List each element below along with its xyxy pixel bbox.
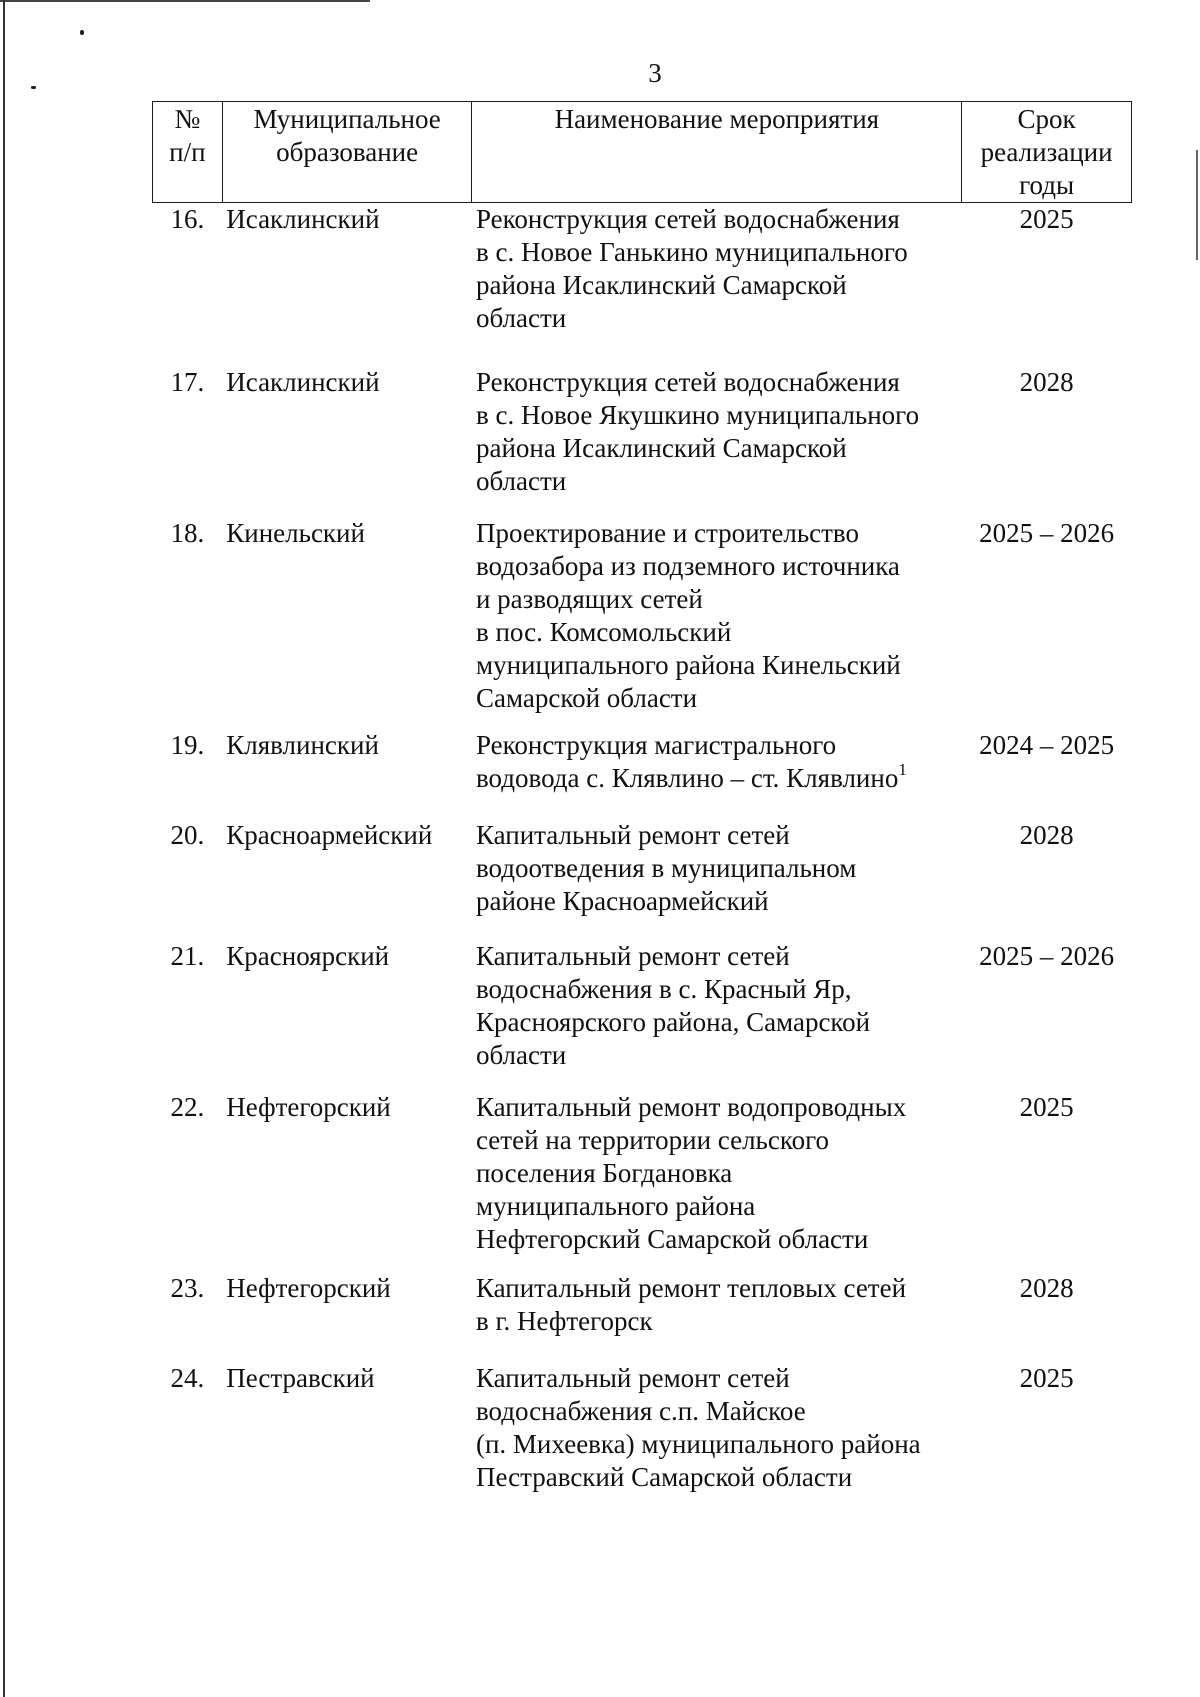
row-period: 2028: [1019, 1272, 1074, 1303]
measure-line: [476, 1006, 958, 1039]
table-row: [153, 366, 1132, 517]
table-row: [153, 517, 1132, 729]
header-num-line: п/п: [169, 137, 206, 167]
measure-line-text: в пос. Комсомольский: [475, 616, 732, 647]
measure-line-text: района Исаклинский Самарской: [475, 432, 847, 463]
measure-line: [476, 399, 958, 432]
measure-line: [476, 852, 958, 885]
measure-line: [476, 1272, 958, 1305]
row-number: 16.: [170, 204, 205, 234]
measure-line: [476, 269, 958, 302]
measure-line: [476, 583, 958, 616]
row-number: 17.: [170, 366, 205, 397]
measure-line: [476, 973, 958, 1006]
measure-line-text: водоснабжения в с. Красный Яр,: [475, 973, 852, 1004]
measure-line-text: области: [475, 1039, 567, 1070]
header-num: [153, 102, 223, 203]
row-period: 2025: [1019, 204, 1074, 234]
measure-line-text: Реконструкция магистрального: [475, 729, 837, 760]
header-row: [153, 102, 1132, 203]
footnote-marker: 1: [898, 759, 907, 779]
measure-line: [476, 236, 958, 269]
measure-line: [476, 1223, 958, 1256]
measure-line: [476, 729, 958, 762]
measure-line: [476, 1305, 958, 1338]
table-row: [153, 1091, 1132, 1272]
measure-line: [476, 885, 958, 918]
measure-line-text: Пестравский Самарской области: [475, 1461, 853, 1492]
header-municipality: [222, 102, 472, 203]
table-row: [153, 1362, 1132, 1512]
row-measure: [472, 366, 962, 517]
row-municipality: Клявлинский: [226, 729, 379, 760]
measure-line: [476, 1124, 958, 1157]
row-municipality: Нефтегорский: [226, 1272, 391, 1303]
row-period: 2024 – 2025: [979, 729, 1115, 760]
row-period: 2025 – 2026: [979, 517, 1115, 548]
scan-edge-top: [0, 0, 370, 2]
measures-table: [152, 101, 1132, 1512]
measure-line-text: муниципального района Кинельский: [475, 649, 901, 680]
row-measure: [472, 1272, 962, 1362]
table-row: [153, 1272, 1132, 1362]
row-period: 2025 – 2026: [979, 940, 1115, 971]
row-number: 24.: [170, 1362, 205, 1393]
row-measure: [472, 1362, 962, 1512]
measure-line: [476, 465, 958, 498]
measure-line: [476, 1395, 958, 1428]
header-period-line: годы: [1019, 170, 1075, 200]
measure-line: [476, 1190, 958, 1223]
measure-line: [476, 366, 958, 399]
measure-line-text: водоотведения в муниципальном: [475, 852, 857, 883]
measure-line-text: Капитальный ремонт сетей: [475, 940, 790, 971]
header-municipality-line: Муниципальное: [253, 104, 441, 134]
measure-line-text: Реконструкция сетей водоснабжения: [475, 204, 900, 234]
row-measure: [472, 517, 962, 729]
measure-line-text: Нефтегорский Самарской области: [475, 1223, 869, 1254]
measure-line-text: Капитальный ремонт водопроводных: [475, 1091, 907, 1122]
measure-line: [476, 1461, 958, 1494]
scan-edge-left: [3, 0, 5, 1697]
measure-line-text: Капитальный ремонт сетей: [475, 1362, 790, 1393]
row-measure: [472, 940, 962, 1091]
row-measure: [472, 1091, 962, 1272]
row-municipality: Красноярский: [226, 940, 390, 971]
measure-line-text: Красноярского района, Самарской: [475, 1006, 871, 1037]
table-row: [153, 203, 1132, 366]
table-header: [153, 102, 1132, 203]
header-period: [962, 102, 1132, 203]
measure-line: [476, 819, 958, 852]
row-municipality: Нефтегорский: [226, 1091, 391, 1122]
page-number: [0, 58, 1200, 89]
row-number: 18.: [170, 517, 205, 548]
scan-speck: [80, 30, 84, 35]
measure-line-text: в г. Нефтегорск: [475, 1305, 653, 1336]
measure-line-text: района Исаклинский Самарской: [475, 270, 847, 300]
scan-edge-right: [1196, 150, 1198, 260]
measure-line: [476, 1428, 958, 1461]
row-period: 2028: [1019, 819, 1074, 850]
header-period-line: Срок: [1017, 104, 1076, 134]
measure-line-text: и разводящих сетей: [475, 583, 703, 614]
row-municipality: Кинельский: [226, 517, 365, 548]
row-municipality: Исаклинский: [226, 204, 380, 234]
measure-line-text: муниципального района: [475, 1190, 756, 1221]
measure-line: [476, 1091, 958, 1124]
row-number: 21.: [170, 940, 205, 971]
measure-line: [476, 1362, 958, 1395]
measure-line: [476, 550, 958, 583]
measure-line-text: поселения Богдановка: [475, 1157, 733, 1188]
row-number: 22.: [170, 1091, 205, 1122]
measure-line-text: области: [475, 303, 567, 333]
measure-line-text: районе Красноармейский: [475, 885, 769, 916]
row-number: 23.: [170, 1272, 205, 1303]
measure-line: [476, 1039, 958, 1072]
row-period: 2028: [1019, 366, 1074, 397]
row-number: 19.: [170, 729, 205, 760]
table-row: [153, 729, 1132, 819]
measure-line-text: Проектирование и строительство: [475, 517, 859, 548]
measure-line-text: в с. Новое Ганькино муниципального: [475, 237, 908, 267]
measure-line-text: водозабора из подземного источника: [475, 550, 900, 581]
row-period: 2025: [1019, 1362, 1074, 1393]
row-measure: [472, 819, 962, 940]
header-num-line: №: [174, 104, 201, 134]
row-number: 20.: [170, 819, 205, 850]
measure-line: [476, 432, 958, 465]
measure-line-text: Капитальный ремонт тепловых сетей: [475, 1272, 907, 1303]
measure-line: [476, 682, 958, 715]
measure-line: [475, 759, 958, 795]
measure-line: [476, 649, 958, 682]
measure-line: [476, 616, 958, 649]
row-municipality: Пестравский: [226, 1362, 375, 1393]
header-measure-line: Наименование мероприятия: [554, 104, 880, 134]
table-body: [153, 203, 1132, 1512]
row-measure: [472, 203, 962, 366]
header-measure: [472, 102, 962, 203]
page-number-text: 3: [648, 58, 662, 88]
measure-line-text: Реконструкция сетей водоснабжения: [475, 366, 900, 397]
measure-line: [476, 203, 958, 236]
row-municipality: Красноармейский: [226, 819, 433, 850]
table-row: [153, 940, 1132, 1091]
measure-line-text: водовода с. Клявлино – ст. Клявлино: [475, 762, 899, 793]
measure-line-text: сетей на территории сельского: [475, 1124, 829, 1155]
header-municipality-line: образование: [276, 137, 419, 167]
row-municipality: Исаклинский: [226, 366, 380, 397]
measure-line-text: Капитальный ремонт сетей: [475, 819, 790, 850]
table-row: [153, 819, 1132, 940]
measure-line: [476, 1157, 958, 1190]
measure-line-text: (п. Михеевка) муниципального района: [475, 1428, 921, 1459]
header-period-line: реализации: [980, 137, 1113, 167]
row-measure: [472, 729, 962, 819]
measure-line: [476, 302, 958, 335]
measure-line-text: в с. Новое Якушкино муниципального: [475, 399, 920, 430]
measure-line: [476, 517, 958, 550]
measure-line-text: области: [475, 465, 567, 496]
row-period: 2025: [1019, 1091, 1074, 1122]
measure-line-text: водоснабжения с.п. Майское: [475, 1395, 806, 1426]
measure-line-text: Самарской области: [475, 682, 698, 713]
measure-line: [476, 940, 958, 973]
